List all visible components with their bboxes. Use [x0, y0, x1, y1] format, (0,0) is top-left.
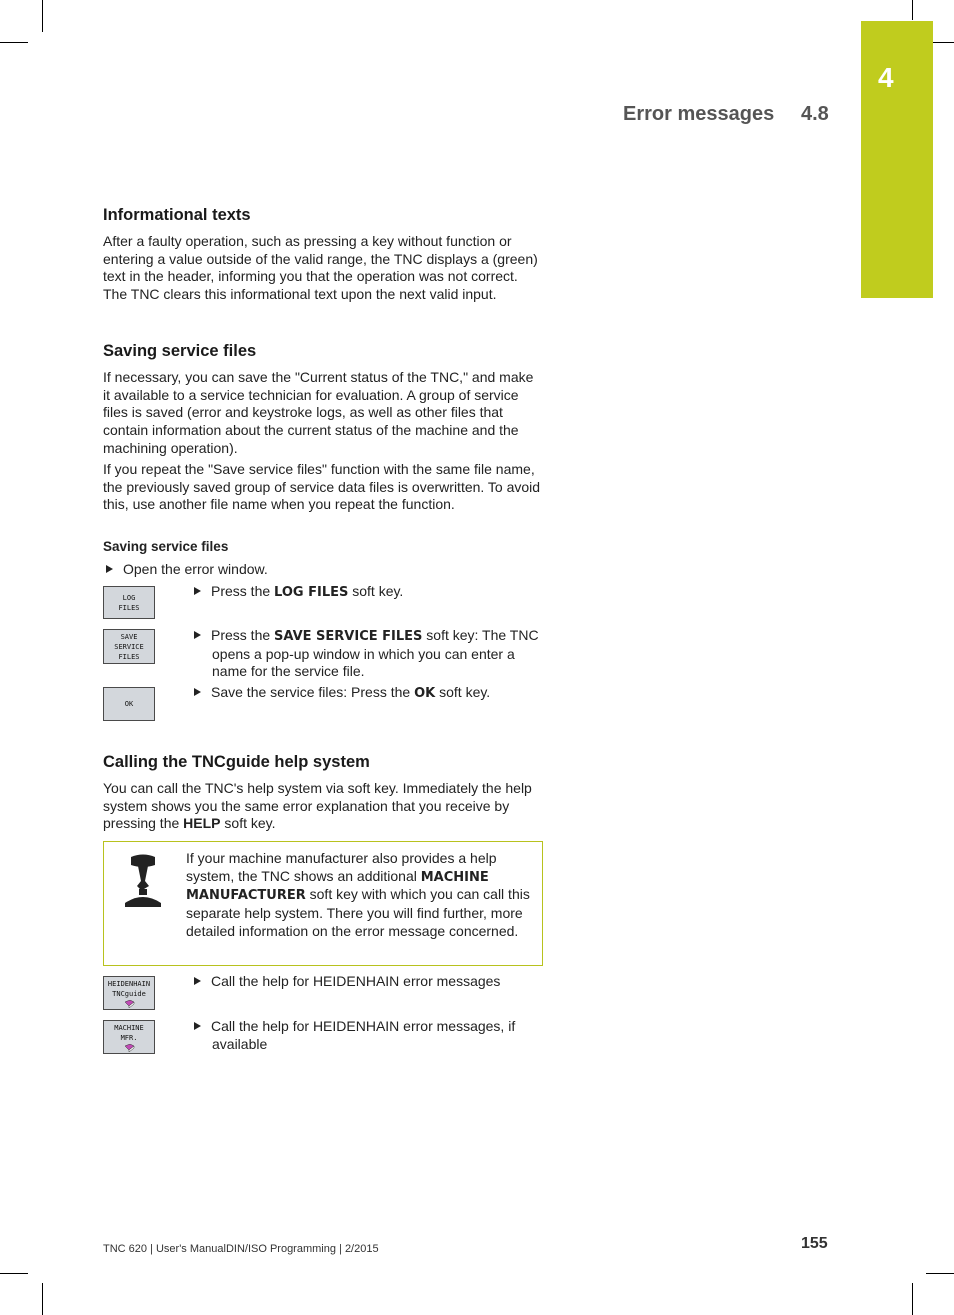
crop-mark — [42, 0, 43, 32]
step-open-error-window: Open the error window. — [106, 561, 268, 579]
page-number: 155 — [801, 1235, 828, 1252]
info-paragraph: After a faulty operation, such as pressing a key without function or entering a value outside of the valid range, the TNC displays a (green) text in the header, informing you that the operation was not correct. The TNC clears this informational text upon the next valid input. — [103, 233, 538, 303]
book-icon — [124, 1044, 135, 1052]
crop-mark — [0, 1273, 28, 1274]
machine-manufacturer-icon — [123, 853, 163, 907]
bullet-arrow-icon — [194, 977, 201, 985]
crop-mark — [0, 42, 28, 43]
crop-mark — [912, 1283, 913, 1315]
heading-saving-service-files: Saving service files — [103, 342, 257, 360]
step-press-save-service-files: Press the SAVE SERVICE FILES soft key: The TNC opens a pop-up window in which you can enter a name for the service file. — [194, 627, 539, 681]
step-press-log-files: Press the LOG FILES soft key. — [194, 583, 539, 602]
footer-text: TNC 620 | User's ManualDIN/ISO Programming | 2/2015 — [103, 1243, 379, 1255]
crop-mark — [42, 1283, 43, 1315]
section-number: 4.8 — [801, 103, 829, 125]
log-files-softkey[interactable]: LOG FILES — [103, 586, 155, 619]
chapter-tab — [861, 21, 933, 298]
bullet-arrow-icon — [106, 565, 113, 573]
crop-mark — [926, 1273, 954, 1274]
crop-mark — [912, 0, 913, 20]
section-title: Error messages — [623, 103, 775, 125]
note-box — [103, 841, 543, 966]
save-service-files-softkey[interactable]: SAVE SERVICE FILES — [103, 629, 155, 664]
note-text: If your machine manufacturer also provides a help system, the TNC shows an additional MACHINE MANUFACTURER soft key with which you can call this separate help system. There you will find further, more detailed information on the error message concerned. — [186, 850, 530, 939]
bullet-arrow-icon — [194, 631, 201, 639]
step-call-manufacturer-help: Call the help for HEIDENHAIN error messages, if available — [194, 1018, 539, 1053]
tncguide-softkey[interactable]: HEIDENHAIN TNCguide — [103, 976, 155, 1010]
chapter-number: 4 — [878, 62, 894, 93]
saving-subheading: Saving service files — [103, 539, 229, 554]
book-icon — [124, 1000, 135, 1008]
bullet-arrow-icon — [194, 688, 201, 696]
bullet-arrow-icon — [194, 587, 201, 595]
heading-informational-texts: Informational texts — [103, 206, 251, 224]
step-call-heidenhain-help: Call the help for HEIDENHAIN error messages — [194, 973, 539, 991]
ok-softkey[interactable]: OK — [103, 687, 155, 721]
saving-paragraph-1: If necessary, you can save the "Current status of the TNC," and make it available to a service technician for evaluation. A group of service files is saved (error and keystroke logs, as well as other files that contain information about the current status of the machine and the machining operation). — [103, 369, 534, 456]
step-press-ok: Save the service files: Press the OK soft key. — [194, 684, 539, 703]
machine-mfr-softkey[interactable]: MACHINE MFR. — [103, 1020, 155, 1054]
heading-calling-tncguide: Calling the TNCguide help system — [103, 753, 370, 771]
bullet-arrow-icon — [194, 1022, 201, 1030]
help-paragraph: You can call the TNC's help system via soft key. Immediately the help system shows you the same error explanation that you receive by pressing the HELP soft key. — [103, 780, 532, 832]
saving-paragraph-2: If you repeat the "Save service files" function with the same file name, the previously saved group of service data files is overwritten. To avoid this, use another file name when you repeat the function. — [103, 461, 541, 513]
